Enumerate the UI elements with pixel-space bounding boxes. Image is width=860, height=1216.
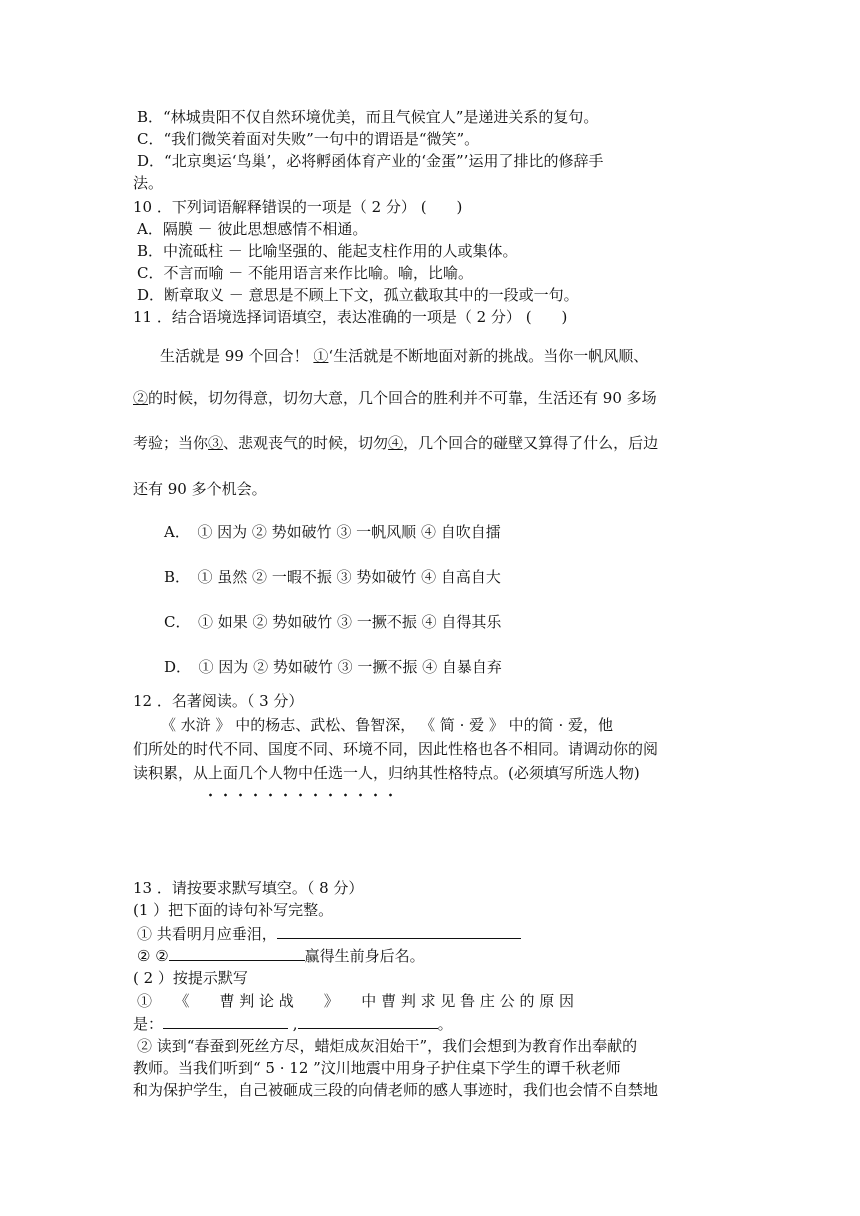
- q13-sub1-item1: [137, 922, 521, 945]
- q11-passage-text: ‘生活就是不断地面对新的挑战。当你一帆风顺、: [328, 347, 649, 365]
- q13-sub2-item2-line2: 教师。当我们听到“ 5 · 12 ”汶川地震中用身子护住桌下学生的谭千秋老师: [133, 1059, 621, 1077]
- q10-option-a: A．隔膜 － 彼此思想感情不相通。: [137, 220, 368, 238]
- q11-passage-text: 的时候，切勿得意，切勿大意，几个回合的胜利并不可靠，生活还有 90 多场: [148, 389, 657, 407]
- q12-text-line2: 们所处的时代不同、国度不同、环境不同，因此性格也各不相同。请调动你的阅: [133, 740, 659, 758]
- q11-passage-line1: [160, 345, 648, 367]
- q9-option-c: C．“我们微笑着面对失败”一句中的谓语是“微笑”。: [137, 130, 480, 148]
- q11-passage-text: 生活就是 99 个回合！: [160, 347, 309, 365]
- separator: ,: [288, 1015, 298, 1033]
- q11-passage-text: 考验；当你: [133, 434, 209, 452]
- answer-blank[interactable]: [298, 1012, 438, 1029]
- reason-label: 是：: [133, 1015, 164, 1033]
- answer-blank[interactable]: [169, 944, 305, 961]
- period: 。: [437, 1015, 453, 1033]
- q9-option-b: B．“林城贵阳不仅自然环境优美，而且气候宜人”是递进关系的复句。: [137, 108, 599, 126]
- blank-marker-4: ④: [388, 434, 404, 452]
- q9-option-d-cont: 法。: [133, 174, 164, 192]
- q10-option-b: B．中流砥柱 － 比喻坚强的、能起支柱作用的人或集体。: [137, 242, 518, 260]
- blank-marker-1: ①: [313, 347, 329, 365]
- verse-prompt: 赢得生前身后名。: [304, 947, 425, 965]
- q11-passage-text: 、悲观丧气的时候，切勿: [223, 434, 389, 452]
- q13-sub2-item1-cont: [133, 1012, 453, 1035]
- verse-prompt: ② ②: [137, 947, 169, 965]
- q13-sub2-item1: ① 《 曹 判 论 战 》 中 曹 判 求 见 鲁 庄 公 的 原 因: [137, 992, 574, 1010]
- blank-marker-3: ③: [208, 434, 224, 452]
- q9-option-d: D．“北京奥运‘鸟巢’，必将孵函体育产业的‘金蛋”’运用了排比的修辞手: [137, 152, 604, 170]
- q10-option-d: D．断章取义 － 意思是不顾上下文，孤立截取其中的一段或一句。: [137, 286, 579, 304]
- q11-option-c: C． ① 如果 ② 势如破竹 ③ 一撅不振 ④ 自得其乐: [164, 613, 502, 631]
- blank-marker-2: ②: [133, 389, 149, 407]
- q13-sub2: ( 2 ）按提示默写: [133, 969, 248, 987]
- q11-passage-line2: [133, 387, 657, 409]
- q13-stem: 13 ．请按要求默写填空。（ 8 分）: [133, 879, 364, 897]
- q13-sub1-item2: [137, 944, 425, 967]
- q11-passage-text: ，几个回合的碰壁又算得了什么，后边: [403, 434, 659, 452]
- answer-blank[interactable]: [163, 1012, 288, 1029]
- q12-stem: 12 ．名著阅读。（ 3 分）: [133, 692, 304, 710]
- q11-passage-line3: [133, 432, 658, 454]
- q10-stem: 10 ．下列词语解释错误的一项是（ 2 分） ( ): [133, 198, 463, 216]
- q13-sub2-item2-line1: ② 读到“春蚕到死丝方尽，蜡炬成灰泪始干”，我们会想到为教育作出奉献的: [137, 1037, 638, 1055]
- q10-option-c: C．不言而喻 － 不能用语言来作比喻。喻，比喻。: [137, 264, 474, 282]
- q13-sub2-item2-line3: 和为保护学生，自己被砸成三段的向倩老师的感人事迹时，我们也会情不自禁地: [133, 1081, 659, 1099]
- q13-sub1: (1 ）把下面的诗句补写完整。: [133, 901, 334, 919]
- q11-passage-line4: 还有 90 多个机会。: [133, 480, 267, 498]
- q12-text-line1: 《 水浒 》 中的杨志、武松、鲁智深， 《 简 · 爱 》 中的简 · 爱，他: [161, 716, 613, 734]
- verse-prompt: ① 共看明月应垂泪，: [137, 925, 277, 943]
- q11-option-d: D． ① 因为 ② 势如破竹 ③ 一撅不振 ④ 自暴自弃: [164, 658, 502, 676]
- answer-blank[interactable]: [277, 922, 521, 939]
- q11-stem: 11 ．结合语境选择词语填空，表达准确的一项是（ 2 分） ( ): [133, 308, 568, 326]
- q11-option-b: B． ① 虽然 ② 一暇不振 ③ 势如破竹 ④ 自高自大: [164, 568, 501, 586]
- q11-option-a: A． ① 因为 ② 势如破竹 ③ 一帆风顺 ④ 自吹自擂: [164, 523, 501, 541]
- emphasis-dots: [203, 792, 393, 798]
- q12-text-line3: 读积累，从上面几个人物中任选一人，归纳其性格特点。(必须填写所选人物): [133, 764, 640, 782]
